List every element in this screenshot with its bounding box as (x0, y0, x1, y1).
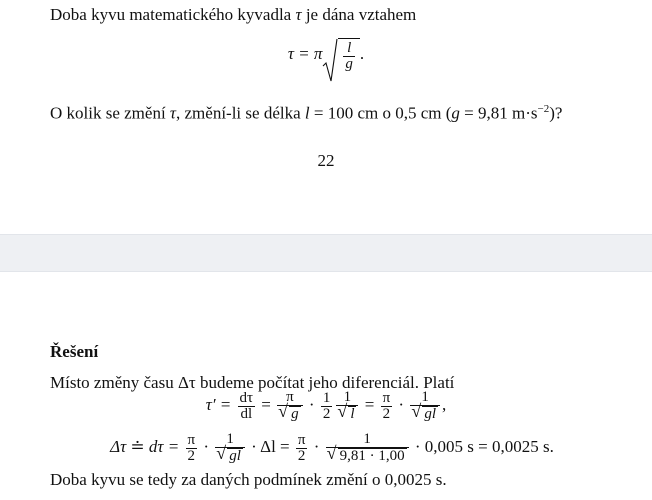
page-separator (0, 234, 652, 272)
delta-formula: Δτ ≐ dτ = $\frac{\pi}{2}$ · 1 √ gl · Δl = $\frac{\pi}{2}$ · 1 √ 9,81 · 1,00 · 0,005 s = 0,0025 s. (6, 432, 652, 464)
page-top (0, 0, 652, 234)
sqrt-l-over-g: $\frac{l}{g}$ (322, 38, 360, 72)
derivative-formula: τ′ = $\frac{d\tau}{dl}$ = π √ g · $\frac{1}{2}$ 1 √ l = $\frac{\pi}{2}$ · 1 √ gl , (0, 390, 652, 422)
solution-intro: Místo změny času Δτ budeme počítat jeho diferenciál. Platí (50, 373, 455, 392)
page-number: 22 (317, 151, 335, 170)
tau-symbol: τ (295, 5, 302, 24)
problem-intro: Doba kyvu matematického kyvadla τ je dána vztahem (50, 5, 417, 24)
pendulum-formula: τ = π $\frac{l}{g}$ . (0, 38, 652, 72)
page-bottom (0, 272, 652, 500)
solution-conclusion: Doba kyvu se tedy za daných podmínek změní o 0,0025 s. (50, 470, 447, 489)
problem-question: O kolik se změní τ, změní-li se délka l = 100 cm o 0,5 cm (g = 9,81 $m\cdot s^{-2}$)? (50, 103, 563, 123)
solution-heading: Řešení (50, 342, 99, 361)
